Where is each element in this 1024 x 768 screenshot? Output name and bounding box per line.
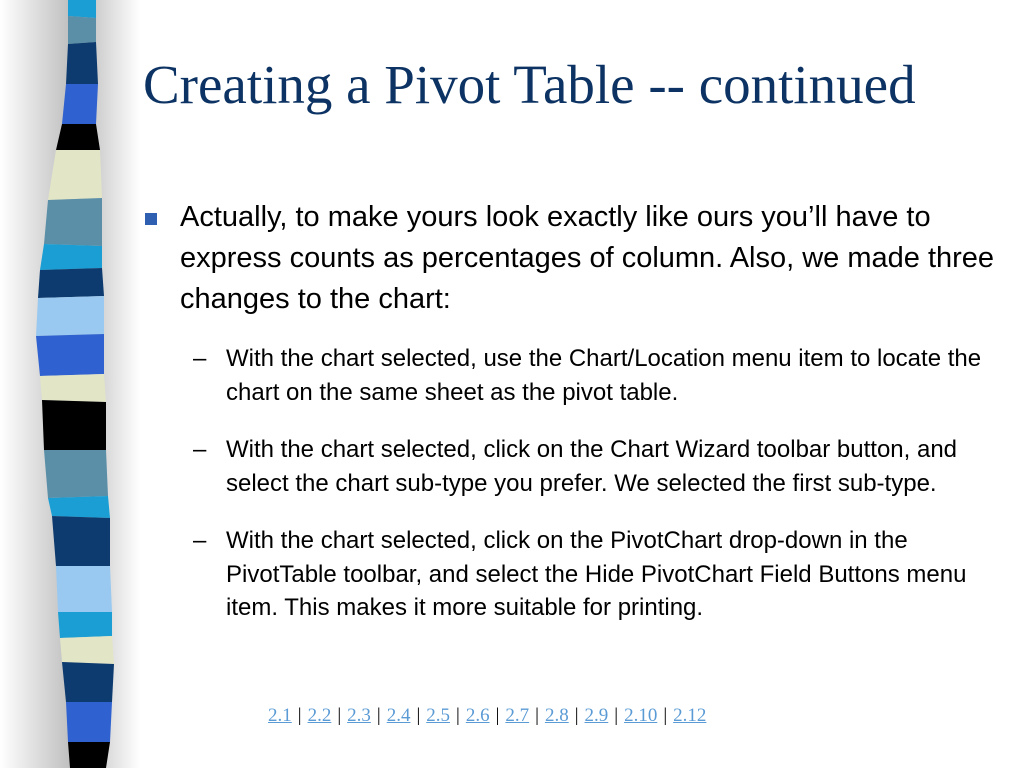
sub-bullet-text: With the chart selected, use the Chart/Location menu item to locate the chart on the same sheet as the pivot table. — [226, 345, 982, 406]
nav-link-2-9[interactable]: 2.9 — [584, 705, 609, 726]
nav-separator: | — [337, 705, 342, 726]
sub-bullet-text: With the chart selected, click on the Chart Wizard toolbar button, and select the chart sub-type you prefer. We selected the first sub-type. — [226, 436, 958, 497]
sub-bullet-item — [140, 342, 1010, 409]
nav-separator: | — [376, 705, 381, 726]
square-bullet-icon — [145, 213, 157, 225]
sub-bullet-item — [140, 433, 1010, 500]
nav-separator: | — [416, 705, 421, 726]
nav-separator: | — [535, 705, 539, 726]
nav-separator: | — [456, 705, 460, 726]
nav-link-2-2[interactable]: 2.2 — [307, 705, 332, 726]
nav-separator: | — [663, 705, 668, 726]
dash-bullet-icon: – — [193, 436, 207, 463]
sub-bullet-text: With the chart selected, click on the PivotChart drop-down in the PivotTable toolbar, and select the Hide PivotChart Field Buttons menu item. This makes it more suitable for printing. — [226, 527, 967, 621]
sub-bullet-item — [140, 524, 1010, 625]
main-bullet-text: Actually, to make yours look exactly like ours you’ll have to express counts as percentages of column. Also, we made three changes to the chart: — [180, 201, 995, 315]
nav-link-2-7[interactable]: 2.7 — [505, 705, 530, 726]
slide-body — [140, 197, 1010, 625]
nav-link-2-12[interactable]: 2.12 — [673, 705, 707, 726]
nav-link-2-5[interactable]: 2.5 — [426, 705, 450, 726]
nav-link-2-3[interactable]: 2.3 — [347, 705, 371, 726]
nav-link-2-1[interactable]: 2.1 — [268, 705, 292, 726]
nav-separator: | — [495, 705, 500, 726]
dash-bullet-icon: – — [193, 345, 207, 372]
nav-link-2-4[interactable]: 2.4 — [386, 705, 411, 726]
nav-separator: | — [614, 705, 619, 726]
nav-link-2-8[interactable]: 2.8 — [544, 705, 569, 726]
slide-title: Creating a Pivot Table -- continued — [143, 54, 916, 115]
decorative-side-strip — [0, 0, 140, 768]
slide-nav-links — [268, 705, 706, 727]
main-bullet — [140, 197, 1010, 320]
nav-link-2-10[interactable]: 2.10 — [624, 705, 658, 726]
dash-bullet-icon: – — [193, 527, 207, 554]
nav-link-2-6[interactable]: 2.6 — [465, 705, 490, 726]
sub-bullet-list — [140, 342, 1010, 625]
nav-separator: | — [297, 705, 302, 726]
nav-separator: | — [574, 705, 579, 726]
